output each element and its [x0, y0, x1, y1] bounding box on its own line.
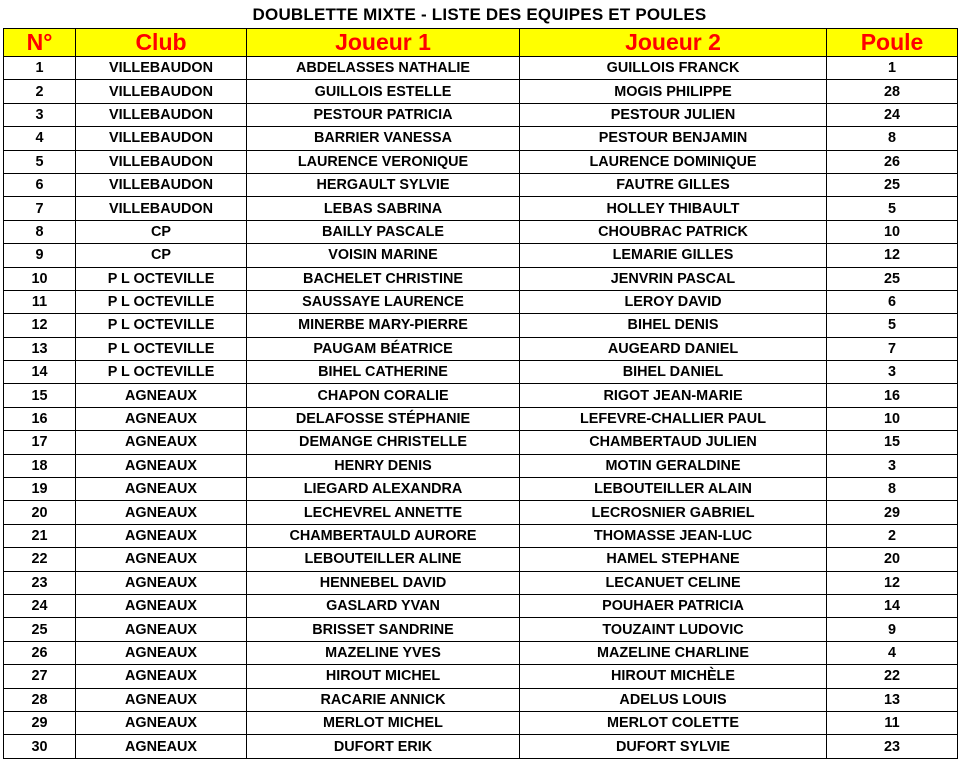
cell-player-2: HIROUT MICHÈLE: [520, 665, 827, 688]
cell-number: 16: [4, 407, 76, 430]
table-row: [4, 314, 958, 337]
cell-number: 14: [4, 361, 76, 384]
cell-club: AGNEAUX: [76, 478, 247, 501]
cell-pool: 14: [827, 594, 958, 617]
cell-pool: 3: [827, 361, 958, 384]
cell-player-1: VOISIN MARINE: [247, 244, 520, 267]
cell-number: 27: [4, 665, 76, 688]
cell-player-2: AUGEARD DANIEL: [520, 337, 827, 360]
cell-player-2: LEROY DAVID: [520, 290, 827, 313]
cell-player-1: BACHELET CHRISTINE: [247, 267, 520, 290]
cell-player-1: CHAPON CORALIE: [247, 384, 520, 407]
cell-club: VILLEBAUDON: [76, 57, 247, 80]
cell-player-2: DUFORT SYLVIE: [520, 735, 827, 758]
cell-number: 22: [4, 548, 76, 571]
cell-player-2: LEBOUTEILLER ALAIN: [520, 478, 827, 501]
cell-pool: 5: [827, 197, 958, 220]
cell-club: AGNEAUX: [76, 454, 247, 477]
table-row: [4, 103, 958, 126]
cell-player-2: HOLLEY THIBAULT: [520, 197, 827, 220]
table-row: [4, 173, 958, 196]
cell-number: 2: [4, 80, 76, 103]
cell-player-2: FAUTRE GILLES: [520, 173, 827, 196]
cell-number: 30: [4, 735, 76, 758]
cell-player-2: CHAMBERTAUD JULIEN: [520, 431, 827, 454]
cell-player-2: POUHAER PATRICIA: [520, 594, 827, 617]
cell-pool: 28: [827, 80, 958, 103]
table-row: [4, 665, 958, 688]
cell-pool: 24: [827, 103, 958, 126]
cell-player-2: LEMARIE GILLES: [520, 244, 827, 267]
cell-club: AGNEAUX: [76, 571, 247, 594]
cell-player-2: HAMEL STEPHANE: [520, 548, 827, 571]
cell-player-2: THOMASSE JEAN-LUC: [520, 524, 827, 547]
cell-club: P L OCTEVILLE: [76, 267, 247, 290]
cell-pool: 8: [827, 478, 958, 501]
table-row: [4, 548, 958, 571]
cell-player-2: LAURENCE DOMINIQUE: [520, 150, 827, 173]
table-row: [4, 478, 958, 501]
cell-pool: 10: [827, 407, 958, 430]
cell-player-1: MAZELINE YVES: [247, 641, 520, 664]
header-club: Club: [76, 29, 247, 57]
cell-number: 26: [4, 641, 76, 664]
cell-number: 19: [4, 478, 76, 501]
cell-player-2: GUILLOIS FRANCK: [520, 57, 827, 80]
table-row: [4, 384, 958, 407]
table-row: [4, 501, 958, 524]
cell-player-1: LEBAS SABRINA: [247, 197, 520, 220]
table-row: [4, 618, 958, 641]
header-pool: Poule: [827, 29, 958, 57]
cell-pool: 3: [827, 454, 958, 477]
cell-club: VILLEBAUDON: [76, 127, 247, 150]
table-row: [4, 267, 958, 290]
cell-player-1: HIROUT MICHEL: [247, 665, 520, 688]
cell-club: P L OCTEVILLE: [76, 361, 247, 384]
table-body: [4, 57, 958, 759]
cell-player-2: CHOUBRAC PATRICK: [520, 220, 827, 243]
cell-number: 13: [4, 337, 76, 360]
cell-player-1: DEMANGE CHRISTELLE: [247, 431, 520, 454]
cell-player-2: MERLOT COLETTE: [520, 711, 827, 734]
header-row: [4, 29, 958, 57]
cell-club: P L OCTEVILLE: [76, 290, 247, 313]
cell-player-1: MINERBE MARY-PIERRE: [247, 314, 520, 337]
cell-player-1: LECHEVREL ANNETTE: [247, 501, 520, 524]
cell-pool: 8: [827, 127, 958, 150]
cell-player-1: ABDELASSES NATHALIE: [247, 57, 520, 80]
cell-player-2: RIGOT JEAN-MARIE: [520, 384, 827, 407]
cell-number: 25: [4, 618, 76, 641]
cell-player-2: MOGIS PHILIPPE: [520, 80, 827, 103]
cell-pool: 9: [827, 618, 958, 641]
page-title: DOUBLETTE MIXTE - LISTE DES EQUIPES ET POULES: [252, 5, 707, 24]
cell-number: 1: [4, 57, 76, 80]
cell-pool: 23: [827, 735, 958, 758]
cell-number: 4: [4, 127, 76, 150]
cell-player-1: LIEGARD ALEXANDRA: [247, 478, 520, 501]
cell-club: AGNEAUX: [76, 641, 247, 664]
cell-pool: 25: [827, 267, 958, 290]
cell-number: 18: [4, 454, 76, 477]
cell-club: P L OCTEVILLE: [76, 314, 247, 337]
cell-club: VILLEBAUDON: [76, 173, 247, 196]
cell-club: AGNEAUX: [76, 548, 247, 571]
table-row: [4, 641, 958, 664]
table-row: [4, 127, 958, 150]
cell-pool: 12: [827, 244, 958, 267]
cell-pool: 1: [827, 57, 958, 80]
cell-pool: 12: [827, 571, 958, 594]
table-row: [4, 454, 958, 477]
cell-club: AGNEAUX: [76, 618, 247, 641]
cell-player-1: BIHEL CATHERINE: [247, 361, 520, 384]
table-row: [4, 431, 958, 454]
cell-player-1: CHAMBERTAULD AURORE: [247, 524, 520, 547]
cell-club: VILLEBAUDON: [76, 103, 247, 126]
cell-player-1: HERGAULT SYLVIE: [247, 173, 520, 196]
cell-club: AGNEAUX: [76, 594, 247, 617]
cell-number: 10: [4, 267, 76, 290]
cell-number: 7: [4, 197, 76, 220]
cell-number: 6: [4, 173, 76, 196]
cell-number: 12: [4, 314, 76, 337]
cell-player-1: LAURENCE VERONIQUE: [247, 150, 520, 173]
cell-player-1: BAILLY PASCALE: [247, 220, 520, 243]
teams-table: [3, 28, 958, 759]
cell-pool: 2: [827, 524, 958, 547]
cell-club: AGNEAUX: [76, 501, 247, 524]
cell-club: AGNEAUX: [76, 384, 247, 407]
cell-club: AGNEAUX: [76, 407, 247, 430]
cell-player-1: GUILLOIS ESTELLE: [247, 80, 520, 103]
cell-player-2: TOUZAINT LUDOVIC: [520, 618, 827, 641]
cell-pool: 20: [827, 548, 958, 571]
cell-number: 21: [4, 524, 76, 547]
cell-player-1: PESTOUR PATRICIA: [247, 103, 520, 126]
cell-player-2: PESTOUR BENJAMIN: [520, 127, 827, 150]
cell-player-1: HENNEBEL DAVID: [247, 571, 520, 594]
cell-pool: 7: [827, 337, 958, 360]
cell-pool: 13: [827, 688, 958, 711]
cell-club: AGNEAUX: [76, 524, 247, 547]
header-player-1: Joueur 1: [247, 29, 520, 57]
header-number: N°: [4, 29, 76, 57]
cell-player-1: BRISSET SANDRINE: [247, 618, 520, 641]
table-row: [4, 244, 958, 267]
cell-number: 29: [4, 711, 76, 734]
cell-pool: 15: [827, 431, 958, 454]
table-row: [4, 337, 958, 360]
cell-number: 24: [4, 594, 76, 617]
cell-pool: 10: [827, 220, 958, 243]
cell-player-1: BARRIER VANESSA: [247, 127, 520, 150]
cell-pool: 5: [827, 314, 958, 337]
cell-club: CP: [76, 244, 247, 267]
cell-player-1: DELAFOSSE STÉPHANIE: [247, 407, 520, 430]
cell-number: 3: [4, 103, 76, 126]
cell-number: 9: [4, 244, 76, 267]
cell-player-1: HENRY DENIS: [247, 454, 520, 477]
table-row: [4, 361, 958, 384]
cell-club: AGNEAUX: [76, 431, 247, 454]
table-row: [4, 290, 958, 313]
cell-player-2: LECANUET CELINE: [520, 571, 827, 594]
cell-player-1: SAUSSAYE LAURENCE: [247, 290, 520, 313]
cell-player-2: MAZELINE CHARLINE: [520, 641, 827, 664]
cell-club: AGNEAUX: [76, 735, 247, 758]
cell-number: 8: [4, 220, 76, 243]
cell-club: AGNEAUX: [76, 688, 247, 711]
cell-club: P L OCTEVILLE: [76, 337, 247, 360]
cell-pool: 11: [827, 711, 958, 734]
cell-number: 28: [4, 688, 76, 711]
cell-club: CP: [76, 220, 247, 243]
table-row: [4, 524, 958, 547]
table-row: [4, 57, 958, 80]
cell-pool: 6: [827, 290, 958, 313]
table-row: [4, 150, 958, 173]
cell-pool: 4: [827, 641, 958, 664]
cell-player-1: DUFORT ERIK: [247, 735, 520, 758]
cell-player-2: JENVRIN PASCAL: [520, 267, 827, 290]
cell-player-2: LEFEVRE-CHALLIER PAUL: [520, 407, 827, 430]
cell-number: 11: [4, 290, 76, 313]
table-row: [4, 197, 958, 220]
cell-player-2: LECROSNIER GABRIEL: [520, 501, 827, 524]
cell-number: 20: [4, 501, 76, 524]
cell-club: AGNEAUX: [76, 665, 247, 688]
header-player-2: Joueur 2: [520, 29, 827, 57]
cell-club: VILLEBAUDON: [76, 80, 247, 103]
cell-player-2: PESTOUR JULIEN: [520, 103, 827, 126]
cell-pool: 29: [827, 501, 958, 524]
table-row: [4, 688, 958, 711]
cell-pool: 16: [827, 384, 958, 407]
cell-player-1: LEBOUTEILLER ALINE: [247, 548, 520, 571]
cell-player-2: BIHEL DENIS: [520, 314, 827, 337]
table-row: [4, 594, 958, 617]
cell-player-2: BIHEL DANIEL: [520, 361, 827, 384]
cell-player-1: GASLARD YVAN: [247, 594, 520, 617]
cell-player-2: ADELUS LOUIS: [520, 688, 827, 711]
cell-player-1: PAUGAM BÉATRICE: [247, 337, 520, 360]
cell-player-1: MERLOT MICHEL: [247, 711, 520, 734]
table-row: [4, 220, 958, 243]
cell-club: AGNEAUX: [76, 711, 247, 734]
table-row: [4, 711, 958, 734]
cell-number: 17: [4, 431, 76, 454]
table-row: [4, 407, 958, 430]
cell-club: VILLEBAUDON: [76, 197, 247, 220]
cell-number: 15: [4, 384, 76, 407]
table-row: [4, 571, 958, 594]
cell-player-2: MOTIN GERALDINE: [520, 454, 827, 477]
cell-pool: 26: [827, 150, 958, 173]
cell-number: 23: [4, 571, 76, 594]
cell-club: VILLEBAUDON: [76, 150, 247, 173]
cell-number: 5: [4, 150, 76, 173]
table-row: [4, 735, 958, 758]
cell-player-1: RACARIE ANNICK: [247, 688, 520, 711]
cell-pool: 25: [827, 173, 958, 196]
table-row: [4, 80, 958, 103]
cell-pool: 22: [827, 665, 958, 688]
